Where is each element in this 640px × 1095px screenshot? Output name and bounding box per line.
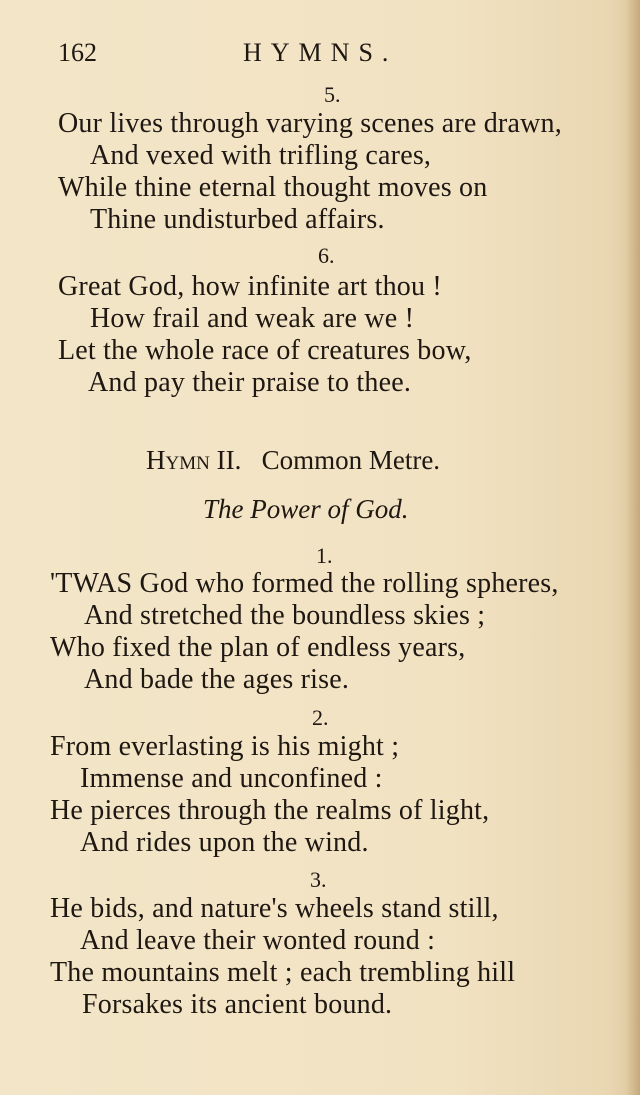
verse-line: And stretched the boundless skies ; [84,600,486,631]
hymn-heading [146,445,440,476]
stanza-number: 6. [318,243,335,268]
page-number: 162 [58,38,97,67]
verse-line: How frail and weak are we ! [90,303,415,334]
stanza-number: 1. [316,543,333,568]
verse-line: Immense and unconfined : [80,763,383,794]
verse-line: And rides upon the wind. [80,827,369,858]
running-title: HYMNS. [243,38,398,67]
verse-line: He pierces through the realms of light, [50,795,490,826]
verse-line: And pay their praise to thee. [88,367,412,398]
verse-line: Great God, how infinite art thou ! [58,271,442,302]
stanza-number: 3. [310,867,327,892]
verse-line: And bade the ages rise. [84,664,350,695]
verse-line: The mountains melt ; each trembling hill [50,957,516,988]
verse-line: Thine undisturbed affairs. [90,204,385,235]
verse-line: He bids, and nature's wheels stand still, [50,893,499,924]
verse-line: From everlasting is his might ; [50,731,400,762]
verse-line: 'TWAS God who formed the rolling spheres, [50,568,559,599]
stanza-number: 5. [324,82,341,107]
verse-line: Our lives through varying scenes are drawn, [58,108,562,139]
verse-line: Who fixed the plan of endless years, [50,632,466,663]
hymn-heading-rest: II. Common Metre. [216,445,441,475]
verse-line: Let the whole race of creatures bow, [58,335,472,366]
page-edge-shadow [626,0,640,1095]
stanza-number: 2. [312,705,329,730]
verse-line: And leave their wonted round : [80,925,436,956]
hymn-heading-word: Hymn [146,445,210,475]
verse-line: And vexed with trifling cares, [90,140,432,171]
verse-line: Forsakes its ancient bound. [82,989,393,1020]
verse-line: While thine eternal thought moves on [58,172,488,203]
hymn-subtitle: The Power of God. [203,494,409,524]
